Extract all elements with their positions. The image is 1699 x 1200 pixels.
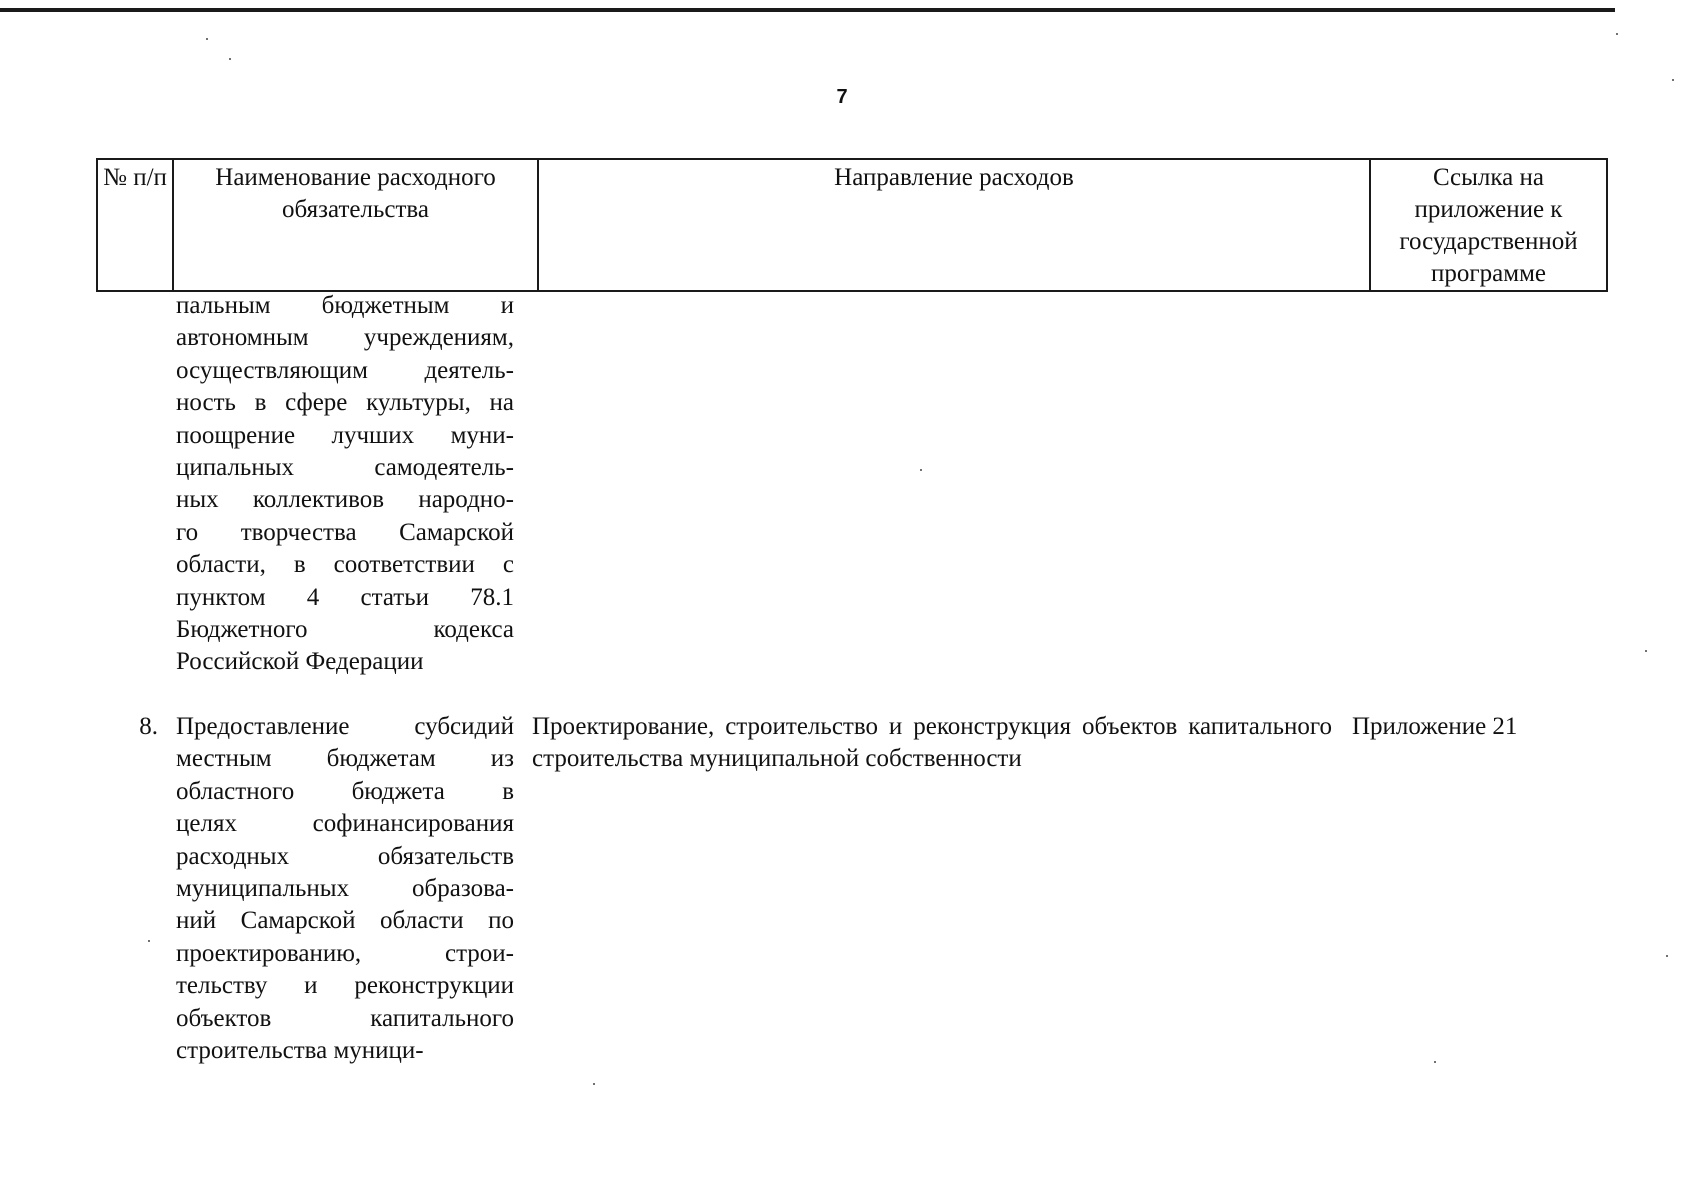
scan-speck xyxy=(1672,79,1674,81)
header-row xyxy=(97,159,1607,291)
text-line: автономным учреждениям, xyxy=(176,324,514,352)
text-line: целях софинансирования xyxy=(176,810,514,838)
header-program-reference: Ссылка на приложение к государственной программе xyxy=(1370,159,1607,291)
row-number: 8. xyxy=(139,713,158,740)
text-line: Бюджетного кодекса xyxy=(176,615,514,643)
text-line: пальным бюджетным и xyxy=(176,292,514,319)
scan-speck xyxy=(1616,33,1618,35)
text-line: поощрение лучших муни- xyxy=(176,421,514,449)
text-line: тельству и реконструкции xyxy=(176,972,514,1000)
scan-speck xyxy=(1645,650,1647,652)
text-line: го творчества Самарской xyxy=(176,518,514,546)
scan-speck xyxy=(1434,1061,1436,1063)
text-line: осуществляющим деятель- xyxy=(176,356,514,384)
obligation-name-continued xyxy=(176,290,514,679)
text-line: ность в сфере культуры, на xyxy=(176,389,514,417)
program-reference: Приложение 21 xyxy=(1352,713,1518,740)
expense-direction: Проектирование, строительство и реконструкция объектов капитального строительства муниципальной собственности xyxy=(532,713,1332,773)
text-line: ных коллективов народно- xyxy=(176,486,514,514)
scan-speck xyxy=(206,38,208,40)
text-line: Российской Федерации xyxy=(176,648,424,676)
page-number: 7 xyxy=(836,86,848,108)
text-line: Предоставление субсидий xyxy=(176,713,514,740)
table-header xyxy=(96,158,1608,292)
obligation-name xyxy=(176,711,514,1067)
scan-speck xyxy=(1666,955,1668,957)
text-line: объектов капитального xyxy=(176,1004,514,1032)
text-line: ний Самарской области по xyxy=(176,907,514,935)
text-line: муниципальных образова- xyxy=(176,874,514,902)
text-line: областного бюджета в xyxy=(176,777,514,805)
text-line: проектированию, строи- xyxy=(176,939,514,967)
header-number: № п/п xyxy=(97,159,173,291)
text-line: области, в соответствии с xyxy=(176,551,514,579)
text-line: строительства муници- xyxy=(176,1036,424,1064)
text-line: расходных обязательств xyxy=(176,842,514,870)
scan-speck xyxy=(593,1083,595,1085)
header-expense-direction: Направление расходов xyxy=(538,159,1370,291)
text-line: ципальных самодеятель- xyxy=(176,453,514,481)
header-obligation-name: Наименование расходного обязательства xyxy=(173,159,538,291)
text-line: пунктом 4 статьи 78.1 xyxy=(176,583,514,611)
text-line: местным бюджетам из xyxy=(176,745,514,773)
scan-speck xyxy=(229,58,231,60)
scan-speck xyxy=(148,940,150,942)
scan-speck xyxy=(920,469,922,471)
top-border-line xyxy=(0,8,1615,12)
